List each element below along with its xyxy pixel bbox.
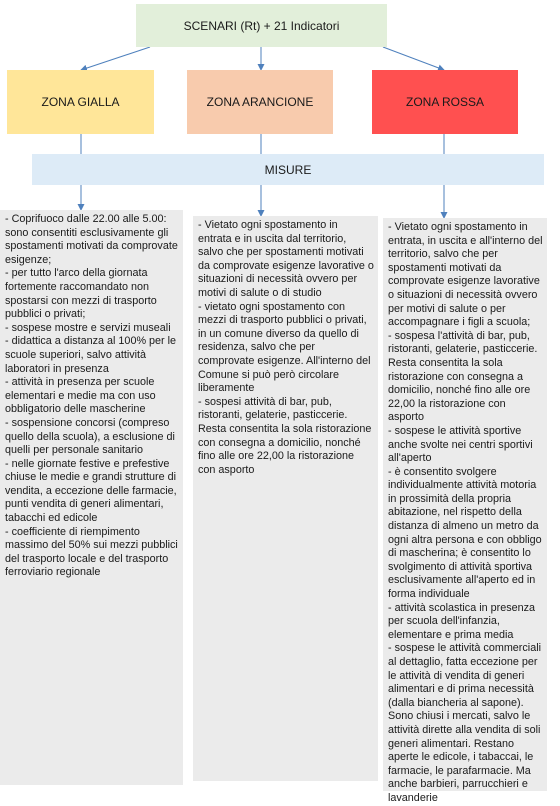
yellow-zone-measures-panel: - Coprifuoco dalle 22.00 alle 5.00: sono consentiti esclusivamente gli spostamenti motivati da comprovate esigenze; - per tutto l'arco della giornata fortemente raccomandato non spostarsi con mezzi di trasporto pubblici o privati; - sospese mostre e servizi museali - didattica a distanza al 100% per le scuole superiori, salvo attività laboratori in presenza - attività in presenza per scuole elementari e medie ma con uso obbligatorio delle mascherine - sospensione concorsi (compreso quello della scuola), a esclusione di quelli per personale sanitario - nelle giornate festive e prefestive chiuse le medie e grandi strutture di vendita, a eccezione delle farmacie, punti vendita di generi alimentari, tabacchi ed edicole - coefficiente di riempimento massimo del 50% sui mezzi pubblici del trasporto locale e del trasporto ferroviario regionale [0, 210, 183, 785]
zone-red-box [372, 70, 518, 134]
zone-orange-box [187, 70, 333, 134]
arrow-top-to-yellow [81, 47, 150, 70]
orange-zone-measures-panel: - Vietato ogni spostamento in entrata e in uscita dal territorio, salvo che per spostamenti motivati da comprovate esigenze lavorative o situazioni di necessità ovvero per motivi di salute o di studio - vietato ogni spostamento con mezzi di trasporto pubblici o privati, in un comune diverso da quello di residenza, salvo che per comprovate esigenze. All'interno del Comune si può però circolare liberamente - sospesi attività di bar, pub, ristoranti, gelaterie, pasticcerie. Resta consentita la sola ristorazione con consegna a domicilio, nonché fino alle ore 22,00 la ristorazione con asporto [193, 216, 378, 781]
measures-box [32, 154, 544, 185]
zone-yellow-box [7, 70, 154, 134]
zone-yellow-label: ZONA GIALLA [41, 95, 120, 109]
scenarios-box [136, 4, 387, 47]
arrow-top-to-red [383, 47, 444, 70]
zone-orange-label: ZONA ARANCIONE [206, 95, 314, 109]
measures-title: MISURE [264, 162, 312, 177]
red-zone-measures-panel: - Vietato ogni spostamento in entrata, in uscita e all'interno del territorio, salvo che per spostamenti motivati da comprovate esigenze lavorative o situazioni di necessità ovvero per motivi di salute o per accompagnare i figli a scuola; - sospesa l'attività di bar, pub, ristoranti, gelaterie, pasticcerie. Resta consentita la sola ristorazione con consegna a domicilio, nonché fino alle ore 22,00 la ristorazione con asporto - sospese le attività sportive anche svolte nei centri sportivi all'aperto - è consentito svolgere individualmente attività motoria in prossimità della propria abitazione, nel rispetto della distanza di almeno un metro da ogni altra persona e con obbligo di mascherina; è consentito lo svolgimento di attività sportiva esclusivamente all'aperto ed in forma individuale - attività scolastica in presenza per scuola dell'infanzia, elementare e prima media - sospese le attività commerciali al dettaglio, fatta eccezione per le attività di vendita di generi alimentari e di prima necessità (dalla biancheria al sapone). Sono chiusi i mercati, salvo le attività dirette alla vendita di soli generi alimentari. Restano aperte le edicole, i tabaccai, le farmacie, le parafarmacie. Ma anche barbieri, parrucchieri e lavanderie [383, 218, 547, 791]
scenarios-title: SCENARI (Rt) + 21 Indicatori [183, 18, 340, 33]
zone-red-label: ZONA ROSSA [405, 95, 485, 109]
